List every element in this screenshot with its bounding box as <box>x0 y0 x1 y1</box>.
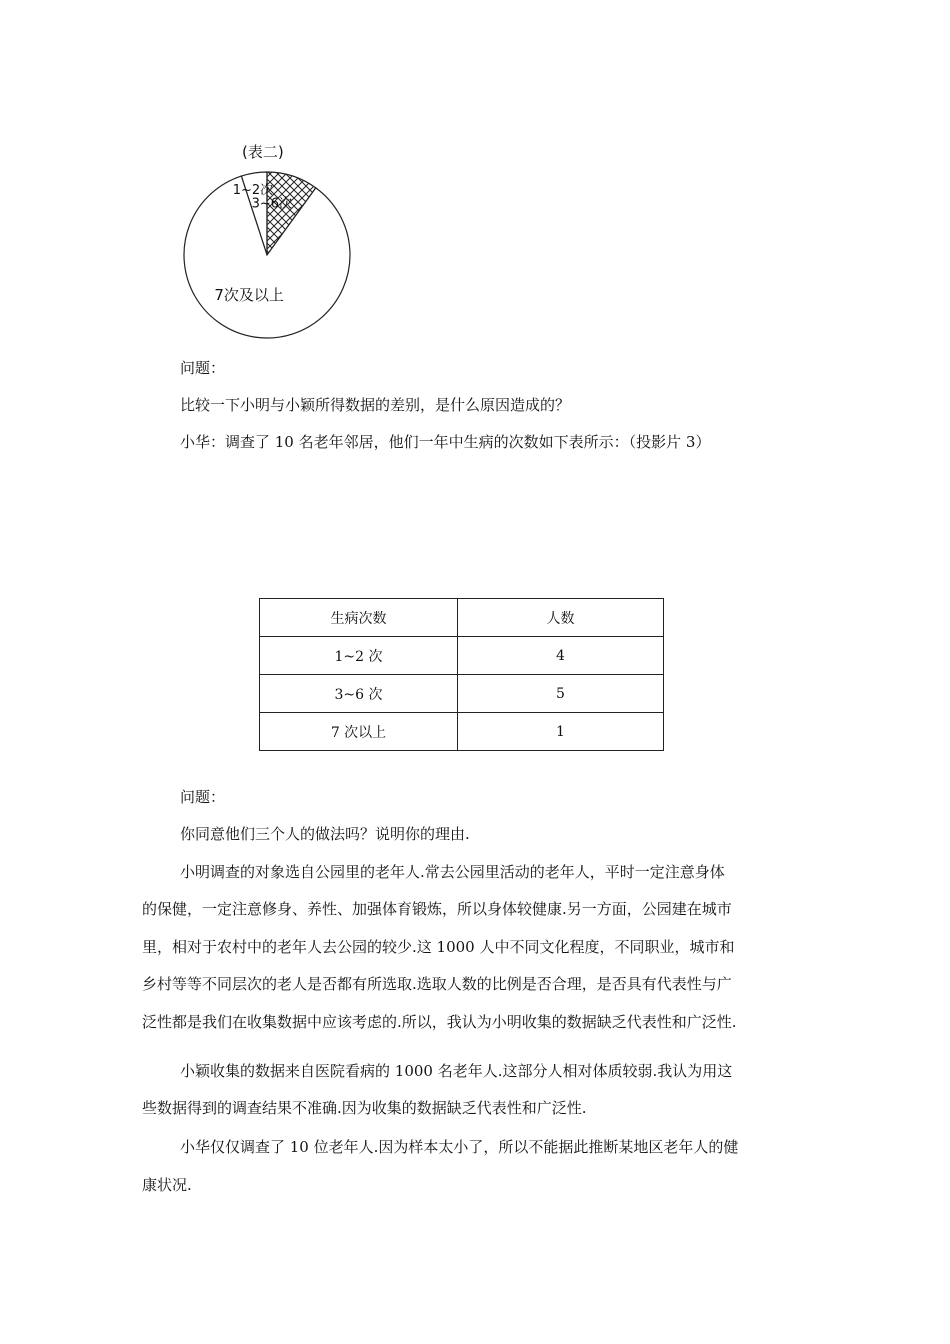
table-header-row <box>260 599 664 637</box>
pie-slice-label: 1~2次 <box>232 183 274 199</box>
table-row <box>260 637 664 675</box>
table-cell: 4 <box>458 637 664 675</box>
pie-slice-label: 7次及以上 <box>214 285 284 304</box>
paragraph-line: 泛性都是我们在收集数据中应该考虑的.所以，我认为小明收集的数据缺乏代表性和广泛性. <box>142 1013 737 1031</box>
pie-slice-label: 3~6次 <box>251 196 293 212</box>
table-cell: 3~6 次 <box>260 675 458 713</box>
table-cell: 1 <box>458 713 664 751</box>
paragraph-line: 小华仅仅调查了 10 位老年人.因为样本太小了，所以不能据此推断某地区老年人的健 <box>180 1138 739 1156</box>
paragraph-line: 的保健，一定注意修身、养性、加强体育锻炼，所以身体较健康.另一方面，公园建在城市 <box>142 900 732 918</box>
table-cell: 7 次以上 <box>260 713 458 751</box>
table-row <box>260 675 664 713</box>
table-header-cell: 生病次数 <box>260 599 458 637</box>
table-cell: 5 <box>458 675 664 713</box>
paragraph-line: 小明调查的对象选自公园里的老年人.常去公园里活动的老年人，平时一定注意身体 <box>180 863 725 881</box>
xiaohua-intro: 小华：调查了 10 名老年邻居，他们一年中生病的次数如下表所示：（投影片 3） <box>180 433 711 451</box>
illness-table <box>259 598 664 751</box>
pie-chart <box>178 138 368 348</box>
question-2-label: 问题： <box>180 788 226 806</box>
paragraph-line: 乡村等等不同层次的老人是否都有所选取.选取人数的比例是否合理，是否具有代表性与广 <box>142 975 732 993</box>
question-1-label: 问题： <box>180 359 226 377</box>
table-header-cell: 人数 <box>458 599 664 637</box>
paragraph-line: 里，相对于农村中的老年人去公园的较少.这 1000 人中不同文化程度，不同职业，城市和 <box>142 938 735 956</box>
paragraph-line: 康状况. <box>142 1176 192 1194</box>
paragraph-line: 些数据得到的调查结果不准确.因为收集的数据缺乏代表性和广泛性. <box>142 1099 587 1117</box>
pie-title: (表二) <box>242 143 284 161</box>
table-row <box>260 713 664 751</box>
table-cell: 1~2 次 <box>260 637 458 675</box>
question-2-text: 你同意他们三个人的做法吗？说明你的理由. <box>180 825 470 843</box>
paragraph-line: 小颖收集的数据来自医院看病的 1000 名老年人.这部分人相对体质较弱.我认为用这 <box>180 1062 733 1080</box>
question-1-text: 比较一下小明与小颖所得数据的差别，是什么原因造成的？ <box>180 396 571 414</box>
pie-chart-svg <box>178 138 368 348</box>
